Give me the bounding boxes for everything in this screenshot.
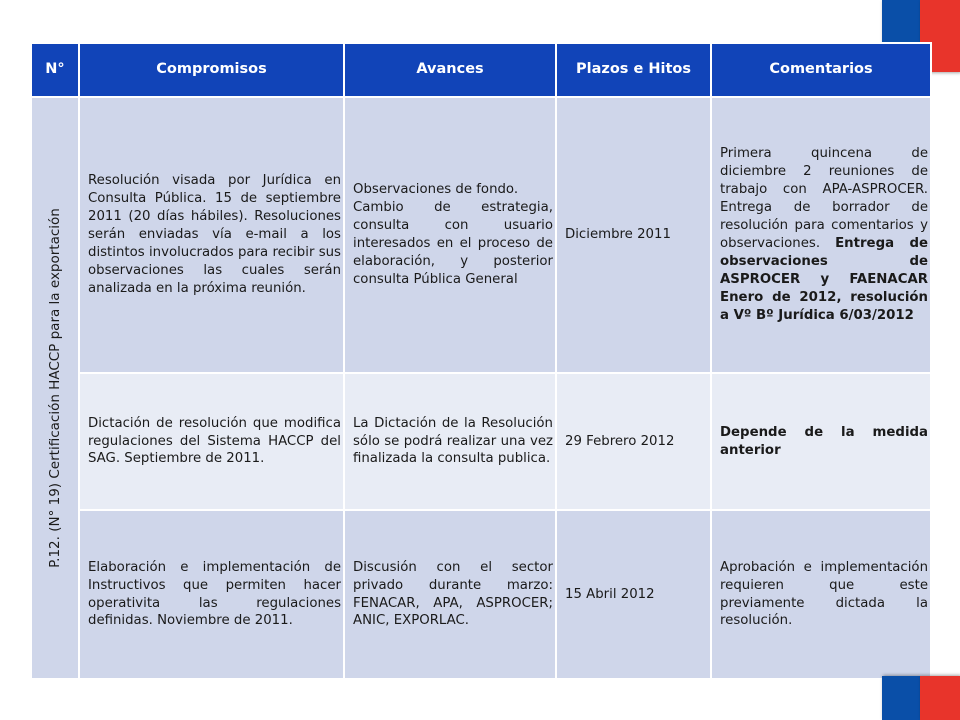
header-plazos: Plazos e Hitos: [556, 43, 711, 97]
cell-comentario: [711, 97, 931, 373]
cell-plazo: Diciembre 2011: [556, 97, 711, 373]
header-comentarios: Comentarios: [711, 43, 931, 97]
flag-stripe-red-bottom: [920, 676, 960, 720]
table-row: [31, 97, 931, 373]
comentario-bold-text: Entrega de observaciones de ASPROCER y FAENACAR Enero de 2012, resolución a Vº Bº Jurídica 6/03/2012: [720, 236, 929, 323]
cell-avances: La Dictación de la Resolución sólo se podrá realizar una vez finalizada la consulta publica.: [344, 373, 556, 510]
side-label-cell: [31, 97, 79, 679]
table-row: [31, 510, 931, 679]
cell-compromiso: Dictación de resolución que modifica regulaciones del Sistema HACCP del SAG. Septiembre de 2011.: [79, 373, 344, 510]
cell-avances: [344, 97, 556, 373]
avances-title: Observaciones de fondo.: [353, 182, 519, 198]
comentario-text: Primera quincena de diciembre 2 reuniones de trabajo con APA-ASPROCER. Entrega de borrador de resolución para comentarios y observaciones.: [720, 146, 928, 251]
cell-comentario: Aprobación e implementación requieren que este previamente dictada la resolución.: [711, 510, 931, 679]
cell-avances: Discusión con el sector privado durante marzo: FENACAR, APA, ASPROCER; ANIC, EXPORLAC.: [344, 510, 556, 679]
cell-comentario: Depende de la medida anterior: [711, 373, 931, 510]
header-number: N°: [31, 43, 79, 97]
cell-compromiso: Resolución visada por Jurídica en Consulta Pública. 15 de septiembre 2011 (20 días hábiles). Resoluciones serán enviadas vía e-mail a los distintos involucrados para recibir sus observaciones las cuales serán analizada en la próxima reunión.: [79, 97, 344, 373]
commitments-table: [30, 42, 932, 680]
cell-plazo: 29 Febrero 2012: [556, 373, 711, 510]
header-compromisos: Compromisos: [79, 43, 344, 97]
avances-text: Cambio de estrategia, consulta con usuario interesados en el proceso de elaboración, y posterior consulta Pública General: [353, 200, 553, 287]
table-header-row: [31, 43, 931, 97]
cell-compromiso: Elaboración e implementación de Instructivos que permiten hacer operativita las regulaciones definidas. Noviembre de 2011.: [79, 510, 344, 679]
table-row: [31, 373, 931, 510]
cell-plazo: 15 Abril 2012: [556, 510, 711, 679]
flag-stripe-blue-bottom: [882, 676, 920, 720]
header-avances: Avances: [344, 43, 556, 97]
side-label: P.12. (N° 19) Certificación HACCP para la exportación: [46, 208, 63, 568]
